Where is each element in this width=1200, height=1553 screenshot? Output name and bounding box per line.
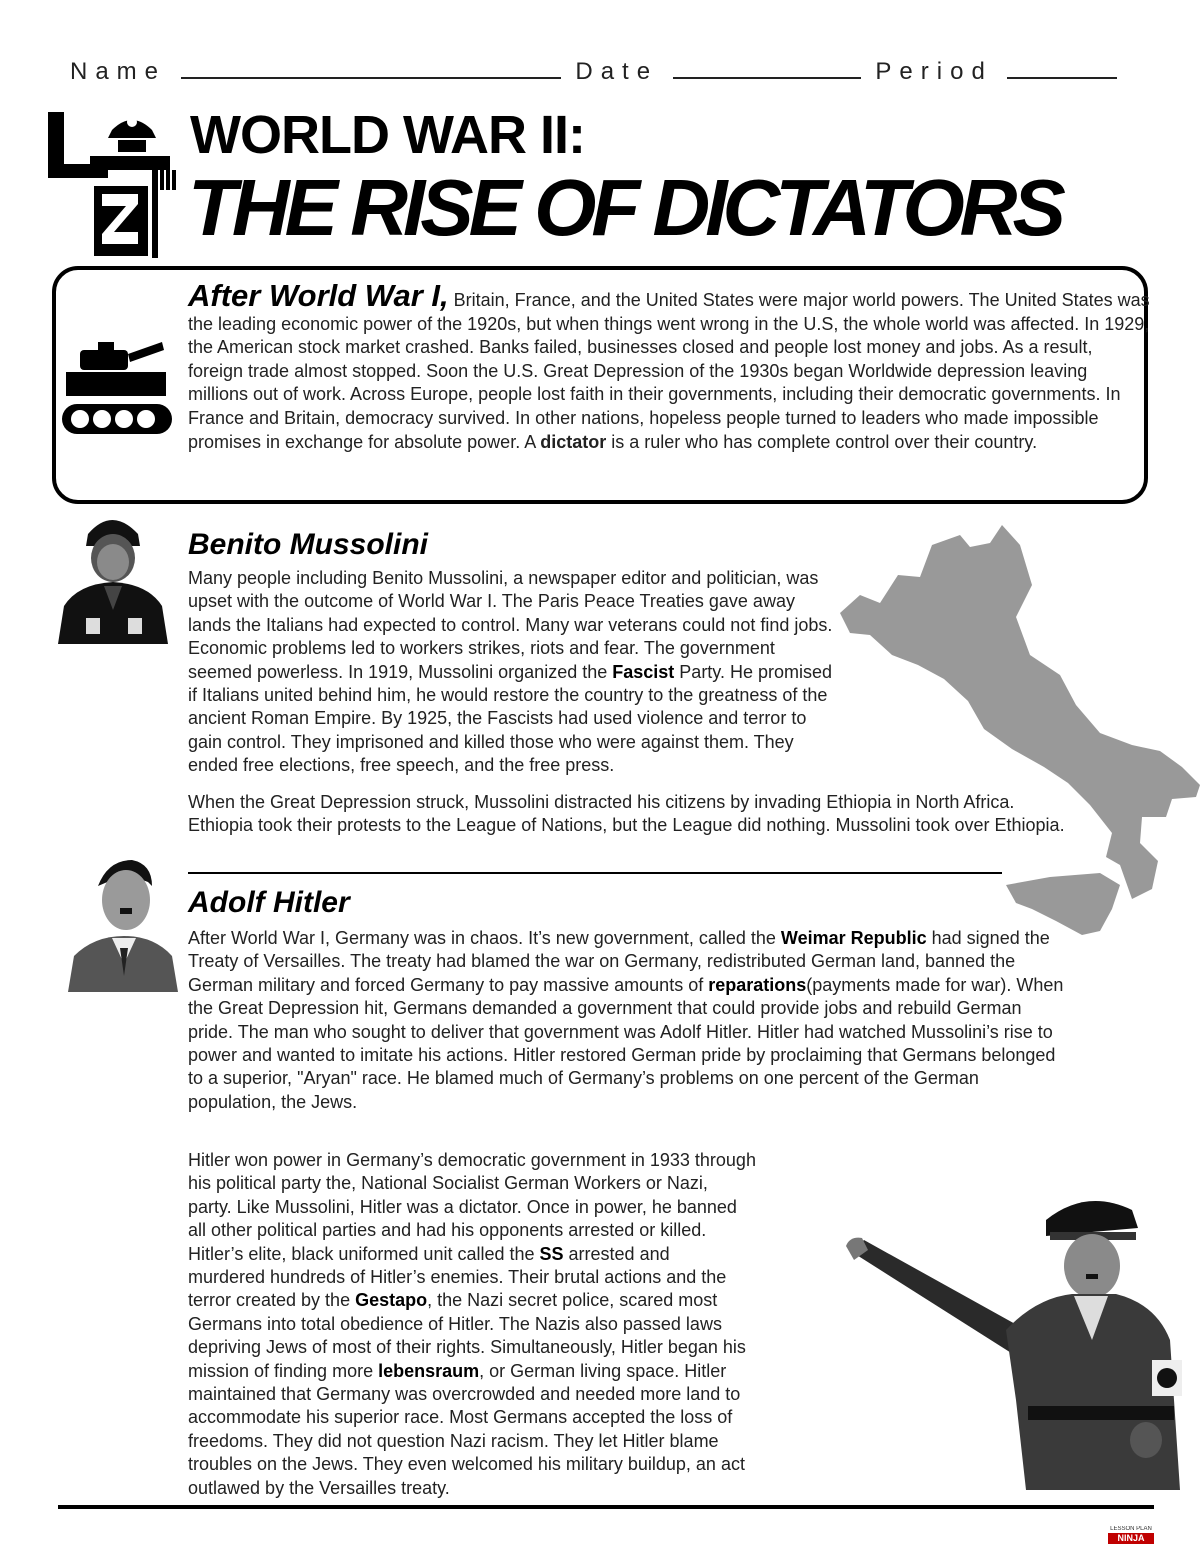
hitler-portrait (68, 852, 178, 992)
mussolini-p1-a: Many people including Benito Mussolini, a newspaper editor and politician, was upset with the outcome of World War I. The Paris Peace Treaties gave away lands the Italians had expected to control. Many war veterans could not find jobs. Economic problems led to workers strikes, riots and fear. The government seemed powerless. In 1919, Mussolini organized the (188, 568, 833, 682)
section-divider (188, 872, 1002, 874)
mussolini-heading: Benito Mussolini (188, 528, 428, 561)
hitler-p2-b: arrested and murdered hundreds of Hitler’s enemies. Their brutal actions and the terror created by the (188, 1243, 727, 1311)
hitler-heading: Adolf Hitler (188, 886, 350, 919)
mussolini-paragraph-1 (188, 567, 840, 778)
mussolini-paragraph-2: When the Great Depression struck, Mussolini distracted his citizens by invading Ethiopia in North Africa. Ethiopia took their protests to the League of Nations, but the League did nothing. Mussolini took over Ethiopia. (188, 792, 1065, 836)
footer-rule (58, 1505, 1154, 1509)
italy-map (820, 505, 1200, 945)
hitler-p2-d: , or German living space. Hitler maintained that Germany was overcrowded and needed more land to accommodate his superior race. Most Germans accepted the loss of freedoms. They did not question Nazi racism. They let Hitler blame troubles on the Jews. They even welcomed his military buildup, an act outlawed by the Versailles treaty. (188, 1360, 745, 1498)
tank-icon (58, 332, 176, 442)
term-dictator: dictator (540, 431, 607, 452)
date-blank[interactable] (673, 63, 861, 79)
term-reparations: reparations (708, 974, 807, 995)
soldier-logo-icon (20, 108, 182, 258)
term-weimar-republic: Weimar Republic (780, 928, 927, 948)
mussolini-portrait (48, 506, 178, 644)
name-label: Name (70, 58, 167, 85)
title-line-1: WORLD WAR II: (190, 105, 585, 165)
term-ss: SS (539, 1243, 564, 1264)
name-blank[interactable] (181, 63, 561, 79)
term-lebensraum: lebensraum (378, 1360, 480, 1381)
hitler-p1-c: (payments made for war). When the Great Depression hit, Germans demanded a government that could provide jobs and rebuild German pride. The man who sought to deliver that government was Adolf Hitler. Hitler had watched Mussolini’s rise to power and wanted to imitate his actions. Hitler restored German pride by proclaiming that Germans belonged to a superior, "Aryan" race. He blamed much of Germany’s problems on one percent of the German population, the Jews. (188, 974, 1064, 1112)
hitler-p1-b: had signed the Treaty of Versailles. The treaty had blamed the war on Germany, redistributed German land, banned the German military and forced Germany to pay massive amounts of (188, 928, 1050, 995)
brand-logo (1108, 1526, 1154, 1546)
period-label: Period (875, 58, 993, 85)
hitler-p2-a: Hitler won power in Germany’s democratic government in 1933 through his political party the, National Socialist German Workers or Nazi, party. Like Mussolini, Hitler was a dictator. Once in power, he banned all other political parties and had his opponents arrested or killed. Hitler’s elite, black uniformed unit called the (188, 1150, 756, 1264)
intro-text-before: Britain, France, and the United States were major world powers. The United States was the leading economic power of the 1920s, but when things went wrong in the U.S, the whole world was affected. In 1929, the American stock market crashed. Banks failed, businesses closed and people lost money and jobs. As a result, foreign trade almost stopped. Soon the U.S. Great Depression of the 1930s began Worldwide depression leaving millions out of work. Across Europe, people lost faith in their governments, including their democratic governments. In France and Britain, democracy survived. In other nations, hopeless people turned to leaders who made impossible promises in exchange for absolute power. A (188, 290, 1150, 452)
hitler-paragraph-1 (188, 927, 1068, 1114)
term-gestapo: Gestapo (355, 1290, 428, 1311)
intro-text-after: is a ruler who has complete control over their country. (606, 431, 1038, 452)
hitler-salute-photo (846, 1180, 1196, 1490)
name-date-period-line (70, 58, 1150, 86)
mussolini-p1-b: Party. He promised if Italians united behind him, he would restore the country to the greatness of the ancient Roman Empire. By 1925, the Fascists had used violence and terror to gain control. They imprisoned and killed those who were against them. They ended free elections, free speech, and the free press. (188, 661, 833, 776)
hitler-p2-c: , the Nazi secret police, scared most Germans into total obedience of Hitler. The Nazis also passed laws depriving Jews of most of their rights. Simultaneously, Hitler began his mission of finding more (188, 1290, 746, 1381)
period-blank[interactable] (1007, 63, 1117, 79)
title-line-2: THE RISE OF DICTATORS (188, 163, 1061, 252)
intro-lead: After World War I, (188, 278, 449, 313)
brand-bottom-text: NINJA (1108, 1533, 1154, 1544)
term-fascist: Fascist (612, 661, 675, 682)
date-label: Date (575, 58, 659, 85)
hitler-p1-a: After World War I, Germany was in chaos. It’s new government, called the (188, 928, 781, 948)
intro-text (70, 278, 1150, 454)
brand-top-text: LESSON PLAN (1110, 1526, 1152, 1532)
